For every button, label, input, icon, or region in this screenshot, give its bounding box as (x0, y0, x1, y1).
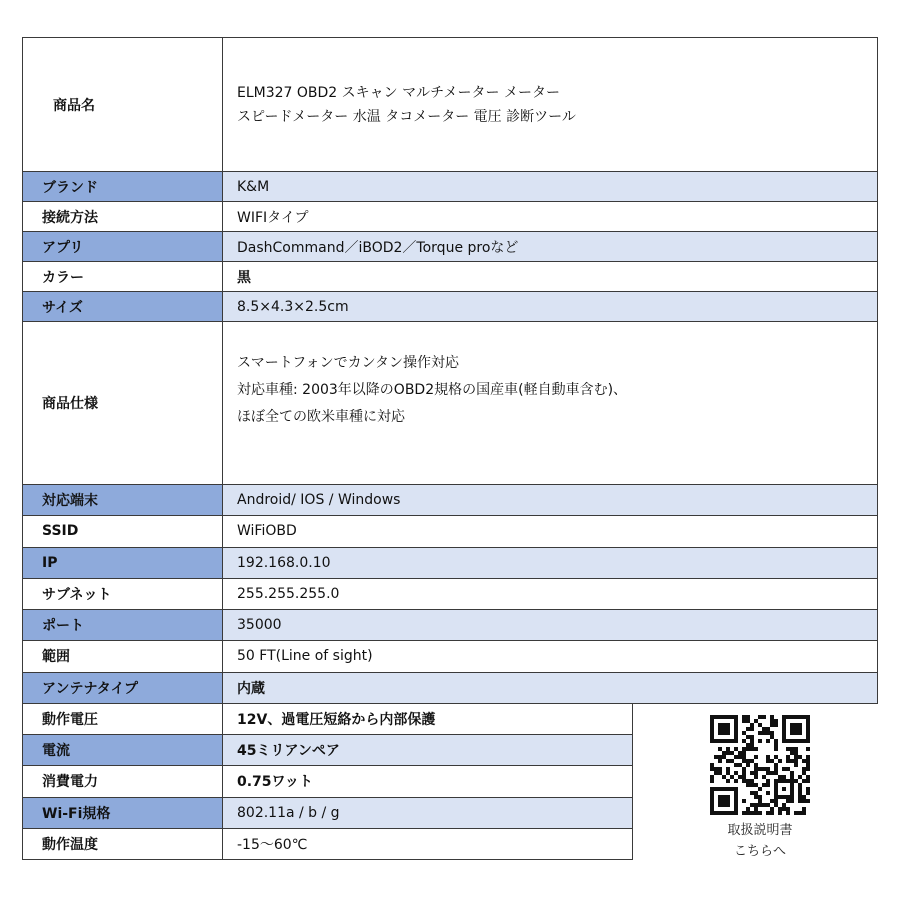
spec-value: 黒 (237, 269, 251, 286)
spec-row-wifi-standard (22, 798, 633, 829)
spec-label: ポート (23, 610, 223, 640)
spec-value (223, 38, 877, 171)
spec-row-app (22, 232, 878, 262)
spec-label: 範囲 (23, 641, 223, 671)
spec-row-size (22, 292, 878, 322)
product-spec-line: 対応車種: 2003年以降のOBD2規格の国産車(軽自動車含む)、 (237, 382, 628, 398)
spec-label: 商品名 (23, 38, 223, 171)
spec-value: 35000 (223, 610, 877, 640)
spec-value: Android/ IOS / Windows (223, 485, 877, 515)
product-spec-line: スマートフォンでカンタン操作対応 (237, 355, 460, 371)
product-name-line: ELM327 OBD2 スキャン マルチメーター メーター (237, 84, 560, 101)
spec-value: -15～60℃ (237, 836, 308, 853)
spec-row-product-name (22, 37, 878, 172)
product-spec-line: ほぼ全ての欧米車種に対応 (237, 409, 405, 425)
spec-row-brand (22, 172, 878, 202)
spec-row-subnet (22, 579, 878, 610)
spec-row-operating-temperature (22, 829, 633, 860)
spec-label: 対応端末 (23, 485, 223, 515)
spec-value: 8.5×4.3×2.5cm (223, 292, 877, 321)
spec-row-product-spec (22, 322, 878, 485)
spec-label: アンテナタイプ (23, 673, 223, 703)
spec-row-ip (22, 548, 878, 579)
spec-row-port (22, 610, 878, 641)
spec-label: 動作電圧 (23, 704, 223, 734)
spec-row-range (22, 641, 878, 672)
spec-label: 電流 (23, 735, 223, 765)
spec-row-color (22, 262, 878, 292)
spec-label: Wi-Fi規格 (23, 798, 223, 828)
spec-value: 内蔵 (223, 673, 877, 703)
spec-label: 動作温度 (23, 829, 223, 859)
spec-label: アプリ (23, 232, 223, 261)
spec-value: 0.75ワット (237, 774, 313, 791)
spec-value: DashCommand／iBOD2／Torque proなど (223, 232, 877, 261)
spec-value: WIFIタイプ (237, 209, 309, 226)
product-name-line: スピードメーター 水温 タコメーター 電圧 診断ツール (237, 108, 576, 125)
spec-value: 50 FT(Line of sight) (237, 648, 373, 665)
spec-row-power-consumption (22, 766, 633, 797)
spec-label: 接続方法 (23, 202, 223, 231)
spec-value: K&M (223, 172, 877, 201)
spec-label: ブランド (23, 172, 223, 201)
spec-value: WiFiOBD (237, 523, 297, 540)
spec-row-connection-method (22, 202, 878, 232)
spec-label: 商品仕様 (23, 322, 223, 484)
qr-code-icon (710, 715, 810, 815)
spec-value (223, 322, 877, 484)
spec-label: サイズ (23, 292, 223, 321)
spec-row-operating-voltage (22, 704, 633, 735)
spec-label: 消費電力 (23, 766, 223, 796)
spec-value: 192.168.0.10 (223, 548, 877, 578)
spec-value: 45ミリアンペア (223, 735, 632, 765)
spec-label: IP (23, 548, 223, 578)
spec-row-current (22, 735, 633, 766)
spec-row-supported-devices (22, 485, 878, 516)
manual-caption-line: こちらへ (733, 844, 786, 859)
spec-value: 802.11a / b / g (223, 798, 632, 828)
manual-caption-line: 取扱説明書 (727, 823, 793, 838)
spec-label: カラー (23, 262, 223, 291)
spec-value: 12V、過電圧短絡から内部保護 (237, 711, 436, 728)
manual-caption (700, 820, 820, 862)
spec-label: SSID (23, 516, 223, 546)
spec-row-antenna-type (22, 673, 878, 704)
spec-row-ssid (22, 516, 878, 547)
spec-label: サブネット (23, 579, 223, 609)
spec-value: 255.255.255.0 (237, 585, 340, 602)
